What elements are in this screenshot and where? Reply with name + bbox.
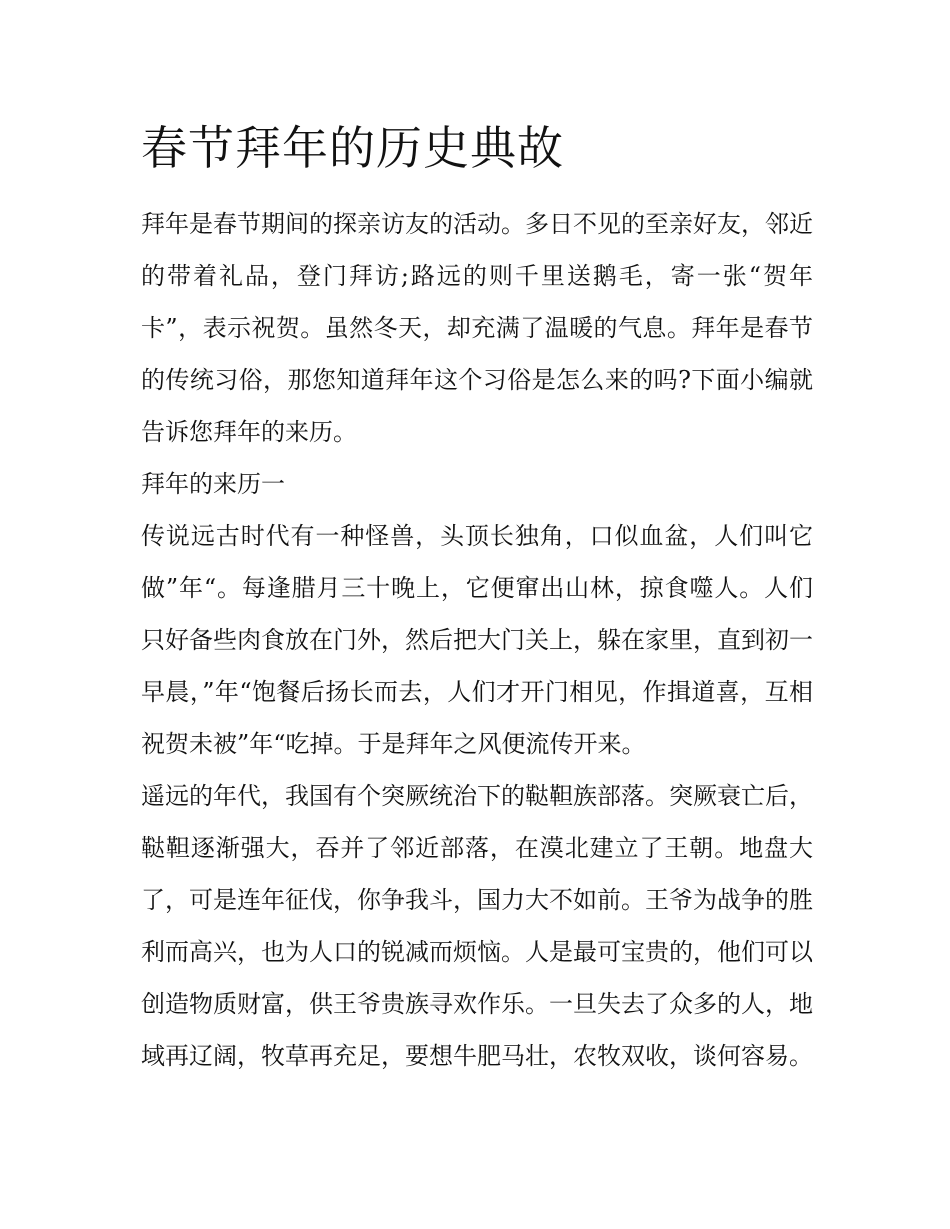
document-page [141, 110, 813, 1082]
section-heading: 拜年的来历一 [141, 470, 285, 498]
paragraph-intro: 拜年是春节期间的探亲访友的活动。多日不见的至亲好友，邻近的带着礼品，登门拜访;路远的则千里送鹅毛，寄一张“贺年卡”，表示祝贺。虽然冬天，却充满了温暖的气息。拜年是春节的传统习俗，那您知道拜年这个习俗是怎么来的吗?下面小编就告诉您拜年的来历。 [141, 210, 813, 446]
document-title: 春节拜年的历史典故 [141, 121, 564, 175]
paragraph-legend: 传说远古时代有一种怪兽，头顶长独角，口似血盆，人们叫它做”年“。每逢腊月三十晚上，它便窜出山林，掠食噬人。人们只好备些肉食放在门外，然后把大门关上，躲在家里，直到初一早晨，”年“饱餐后扬长而去，人们才开门相见，作揖道喜，互相祝贺未被”年“吃掉。于是拜年之风便流传开来。 [141, 522, 813, 758]
paragraph-history: 遥远的年代，我国有个突厥统治下的鞑靼族部落。突厥衰亡后，鞑靼逐渐强大，吞并了邻近部落，在漠北建立了王朝。地盘大了，可是连年征伐，你争我斗，国力大不如前。王爷为战争的胜利而高兴，也为人口的锐减而烦恼。人是最可宝贵的，他们可以创造物质财富，供王爷贵族寻欢作乐。一旦失去了众多的人，地域再辽阔，牧草再充足，要想牛肥马壮，农牧双收，谈何容易。 [141, 782, 813, 1070]
